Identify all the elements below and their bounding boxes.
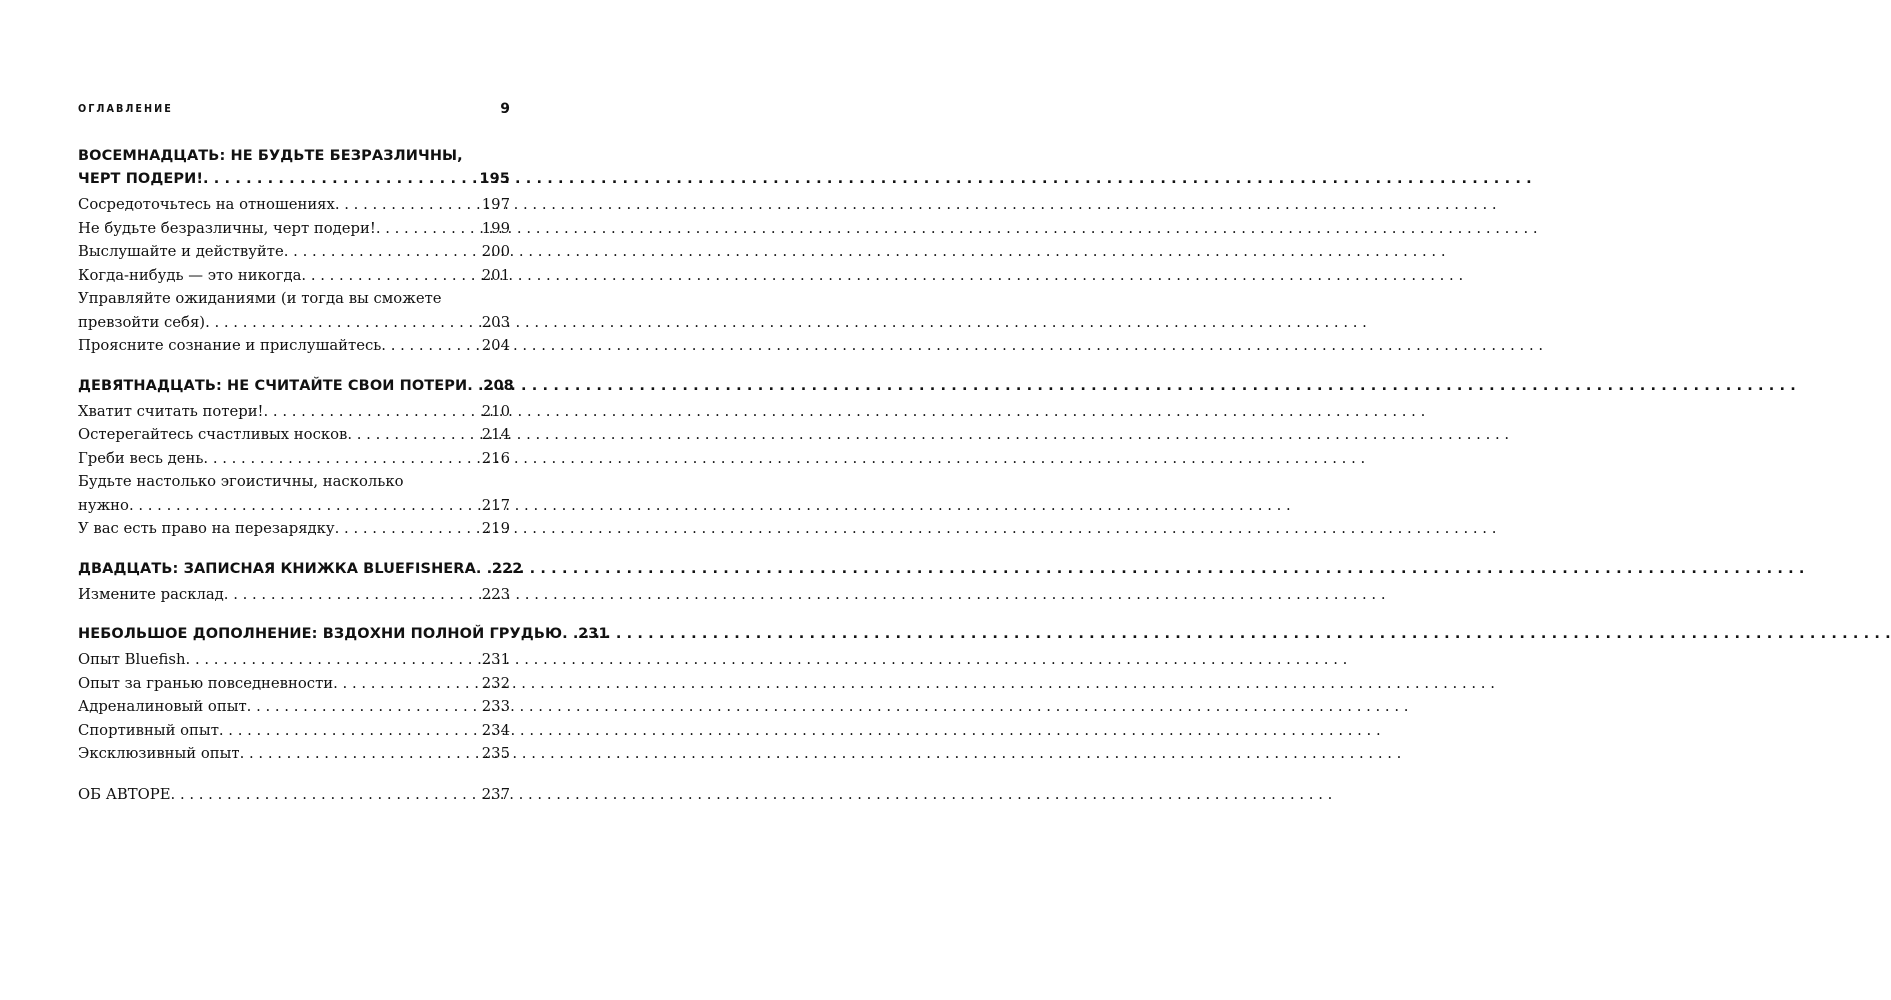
toc-entry-page-number: 199 <box>481 219 510 237</box>
toc-entry[interactable] <box>78 672 510 696</box>
toc-entry-page-number: 233 <box>481 698 510 715</box>
toc-entry-text: У вас есть право на перезарядку <box>78 520 335 537</box>
chapter-heading[interactable] <box>78 558 523 581</box>
toc-entry[interactable] <box>78 287 510 334</box>
section-spacer <box>78 541 510 558</box>
dot-leader <box>333 672 476 696</box>
dot-leader <box>219 719 476 743</box>
toc-entry[interactable] <box>78 264 510 288</box>
toc-entry-page-number: 234 <box>481 721 510 739</box>
dot-leader <box>224 583 476 607</box>
toc-section <box>78 623 609 766</box>
toc-entry-page-number: 237 <box>481 785 510 803</box>
chapter-page-number: 195 <box>479 171 510 187</box>
toc-entry-text: нужно <box>78 496 129 514</box>
section-spacer <box>78 358 510 375</box>
toc-section <box>78 558 523 607</box>
toc-entry-text: Остерегайтесь счастливых носков <box>78 426 348 443</box>
dot-leader <box>203 447 475 471</box>
dot-leader <box>347 423 475 447</box>
toc-entry-text: Будьте настолько эгоистичны, насколько <box>78 473 404 490</box>
running-head-page-number: 9 <box>500 101 510 117</box>
toc-entry-text: Эксклюзивный опыт <box>78 745 240 762</box>
running-head-title: ОГЛАВЛЕНИЕ <box>78 103 173 115</box>
toc-entry[interactable] <box>78 583 510 607</box>
chapter-heading-text: НЕБОЛЬШОЕ ДОПОЛНЕНИЕ: ВЗДОХНИ ПОЛНОЙ ГРУДЬЮ <box>78 626 563 642</box>
dot-leader <box>186 648 476 672</box>
chapter-page-number: 208 <box>483 377 514 394</box>
toc-entry-text: Опыт Bluefish <box>78 651 186 668</box>
dot-leader <box>264 400 476 424</box>
dot-leader <box>467 375 477 398</box>
toc-entry-text: ОБ АВТОРЕ <box>78 785 171 803</box>
toc-section <box>78 145 510 358</box>
dot-leader <box>335 193 476 217</box>
dot-leader <box>240 742 476 766</box>
toc-entry-text: Сосредоточьтесь на отношениях <box>78 196 335 213</box>
toc-entry-page-number: 210 <box>481 402 510 420</box>
toc-entry[interactable] <box>78 783 510 807</box>
toc-entry-text: Греби весь день <box>78 449 204 467</box>
section-spacer <box>78 766 510 783</box>
toc-entry[interactable] <box>78 648 510 672</box>
toc-entry-text: Опыт за гранью повседневности <box>78 674 334 692</box>
toc-entry-page-number: 217 <box>481 496 510 514</box>
section-spacer <box>78 606 510 623</box>
toc-entry-page-number: 197 <box>481 196 510 213</box>
toc-entry[interactable] <box>78 400 510 424</box>
chapter-heading-text: ДВАДЦАТЬ: ЗАПИСНАЯ КНИЖКА BLUEFISHERA <box>78 560 476 577</box>
dot-leader <box>205 311 476 335</box>
toc-entry-page-number: 200 <box>481 243 510 260</box>
toc-entry[interactable] <box>78 742 510 766</box>
toc-section <box>78 783 510 807</box>
dot-leader <box>562 623 572 646</box>
toc-entry-page-number: 201 <box>481 266 510 284</box>
toc-section <box>78 375 514 541</box>
book-page <box>0 0 631 1000</box>
toc-entry-text: Выслушайте и действуйте <box>78 243 284 260</box>
toc-entry-text: Адреналиновый опыт <box>78 698 247 715</box>
chapter-heading[interactable] <box>78 145 510 191</box>
toc-entry-page-number: 223 <box>481 585 510 603</box>
toc-entry-page-number: 214 <box>481 426 510 443</box>
toc-entry[interactable] <box>78 695 510 719</box>
dot-leader <box>476 558 486 581</box>
toc-entry-text: Управляйте ожиданиями (и тогда вы сможете <box>78 290 442 307</box>
chapter-heading[interactable] <box>78 375 514 398</box>
toc-entry[interactable] <box>78 193 510 217</box>
dot-leader <box>335 517 476 541</box>
chapter-heading-text: ЧЕРТ ПОДЕРИ! <box>78 171 204 187</box>
toc-entry[interactable] <box>78 470 510 517</box>
dot-leader <box>171 783 476 807</box>
chapter-page-number: 222 <box>491 560 523 577</box>
toc-entry[interactable] <box>78 240 510 264</box>
chapter-page-number: 231 <box>578 626 609 642</box>
chapter-heading[interactable] <box>78 623 609 646</box>
toc-entry-page-number: 216 <box>481 449 510 467</box>
toc-entry-text: Не будьте безразличны, черт подери! <box>78 219 376 237</box>
dot-leader <box>284 240 476 264</box>
toc-entry-text: Проясните сознание и прислушайтесь <box>78 337 382 354</box>
toc-entry-page-number: 235 <box>481 745 510 762</box>
toc-entry-page-number: 203 <box>481 313 510 331</box>
dot-leader <box>203 168 473 191</box>
toc-entry[interactable] <box>78 217 510 241</box>
dot-leader <box>301 264 475 288</box>
toc-entry[interactable] <box>78 517 510 541</box>
toc-entry-text: превзойти себя) <box>78 313 206 331</box>
running-head <box>78 101 514 117</box>
toc-entry-text: Когда-нибудь — это никогда <box>78 266 302 284</box>
toc-entry[interactable] <box>78 334 510 358</box>
dot-leader <box>247 695 476 719</box>
toc-entry-text: Хватит считать потери! <box>78 402 264 420</box>
chapter-heading-text: ДЕВЯТНАДЦАТЬ: НЕ СЧИТАЙТЕ СВОИ ПОТЕРИ <box>78 377 468 394</box>
toc-entry[interactable] <box>78 447 510 471</box>
dot-leader <box>381 334 475 358</box>
toc-entry[interactable] <box>78 423 510 447</box>
toc-entry-page-number: 231 <box>481 651 510 668</box>
toc-entry-text: Спортивный опыт <box>78 721 219 739</box>
table-of-contents <box>78 145 609 806</box>
dot-leader <box>376 217 476 241</box>
toc-entry-page-number: 219 <box>481 520 510 537</box>
dot-leader <box>129 494 476 518</box>
toc-entry-page-number: 204 <box>481 337 510 354</box>
chapter-heading-text: ВОСЕМНАДЦАТЬ: НЕ БУДЬТЕ БЕЗРАЗЛИЧНЫ, <box>78 148 463 164</box>
toc-entry-text: Измените расклад <box>78 585 224 603</box>
toc-entry[interactable] <box>78 719 510 743</box>
toc-entry-page-number: 232 <box>481 674 510 692</box>
